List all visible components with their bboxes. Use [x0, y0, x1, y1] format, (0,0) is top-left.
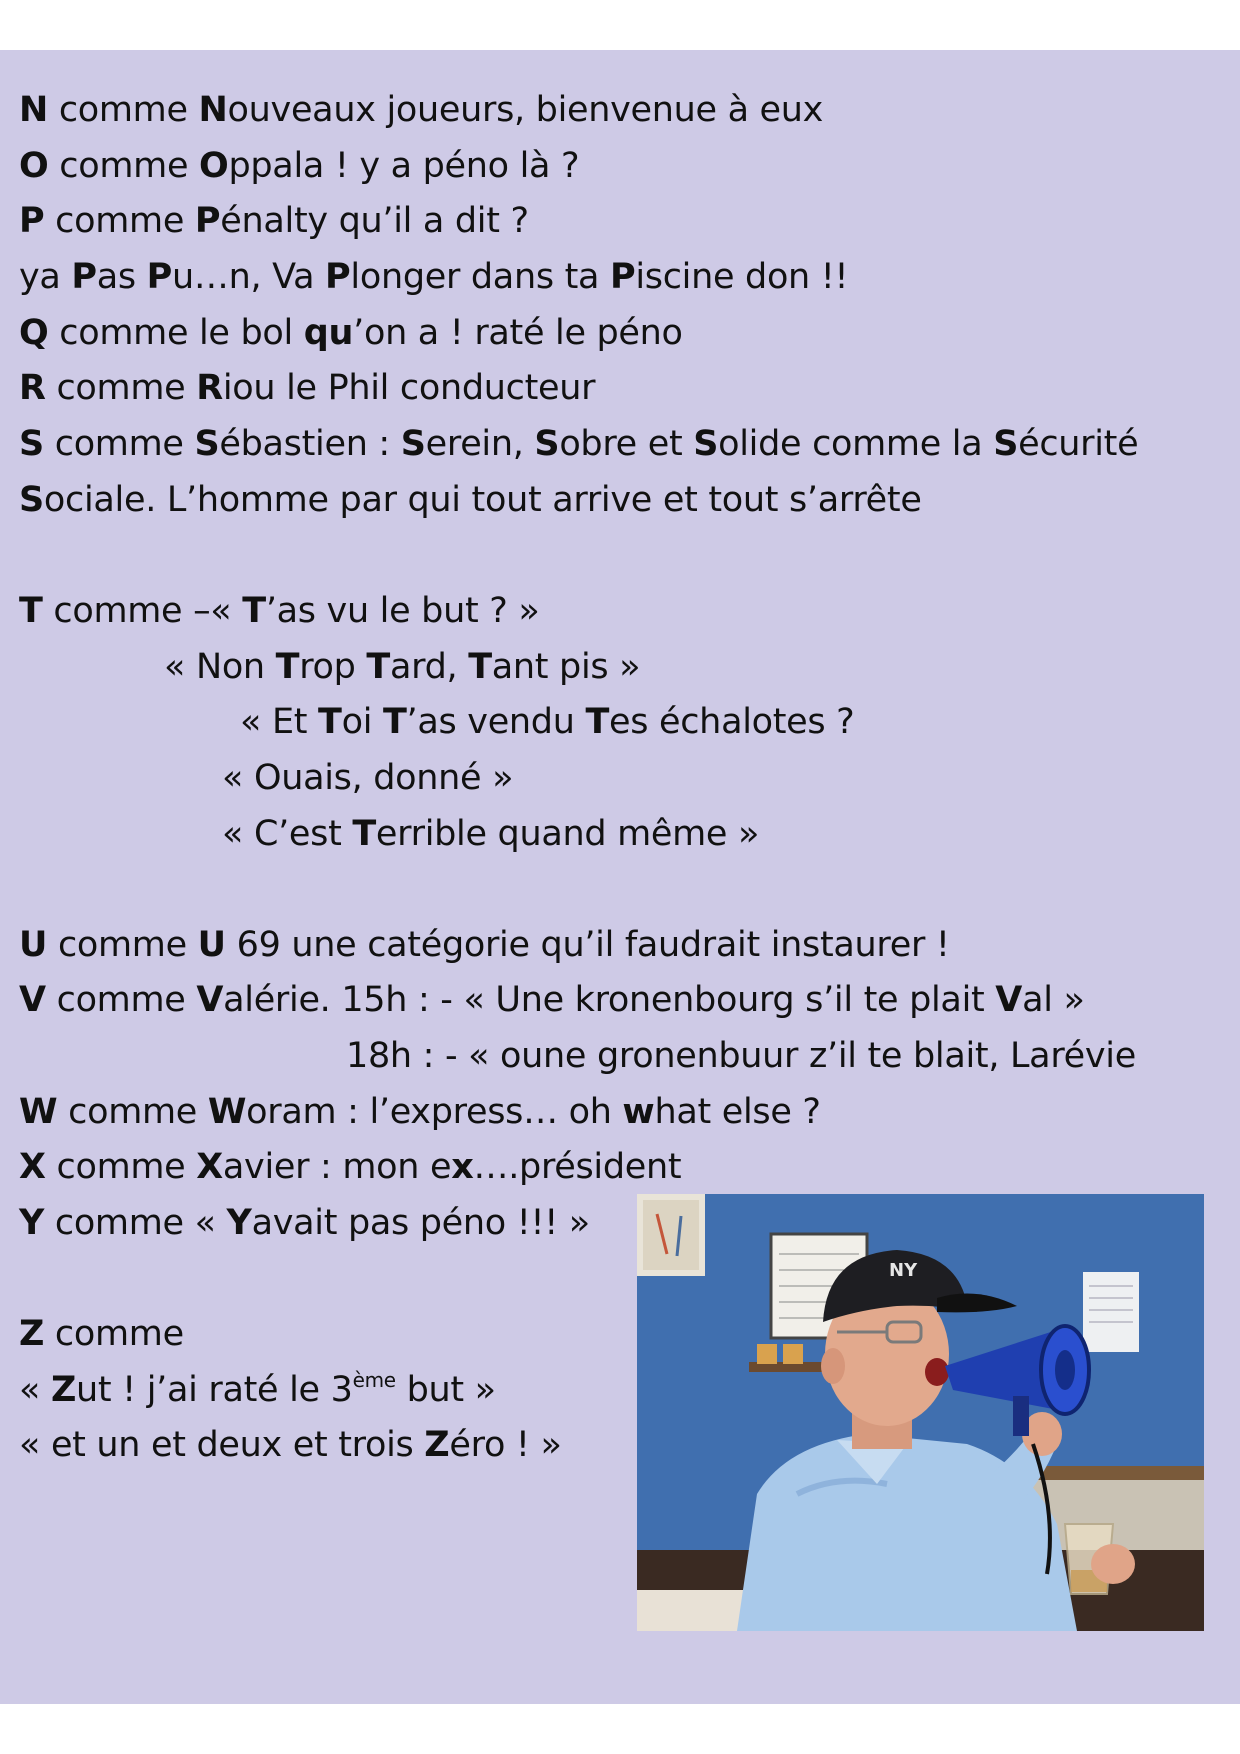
bold-initial: N [198, 90, 228, 130]
line-text: ’as vu le but ? » [265, 591, 540, 631]
alphabet-line-s-continued [19, 478, 922, 522]
superscript-text: ème [352, 1368, 396, 1392]
line-text: « [19, 1370, 51, 1410]
alphabet-line-z [19, 1312, 184, 1356]
bold-initial: P [146, 257, 173, 297]
bold-initial: S [19, 424, 44, 464]
line-text: rop [299, 647, 367, 687]
line-text: 18h : - « oune gronenbuur z’il te blait, Larévie [346, 1036, 1136, 1076]
bold-initial: P [325, 257, 351, 297]
line-text: « Non [164, 647, 276, 687]
bold-initial: Q [19, 313, 49, 353]
line-text: erein, [425, 424, 535, 464]
bold-initial: P [19, 201, 45, 241]
line-text: ouveaux joueurs, bienvenue à eux [227, 90, 824, 130]
line-text: es échalotes ? [609, 702, 855, 742]
line-text: u…n, Va [172, 257, 326, 297]
line-text: comme le bol [48, 313, 304, 353]
line-text: but » [395, 1370, 496, 1410]
alphabet-line-v [19, 978, 1085, 1022]
line-text: alérie. 15h : - « Une kronenbourg s’il te plait [223, 980, 996, 1020]
line-text: oram : l’express… oh [246, 1092, 623, 1132]
bold-initial: O [19, 146, 49, 186]
line-text: comme [44, 1314, 184, 1354]
alphabet-line-p-continued [19, 255, 848, 299]
bold-initial: X [196, 1147, 223, 1187]
bold-initial: P [194, 201, 221, 241]
bold-initial: T [242, 591, 266, 631]
line-text: comme [47, 925, 198, 965]
line-text: oi [341, 702, 383, 742]
line-text: iou le Phil conducteur [222, 368, 596, 408]
line-text: ociale. L’homme par qui tout arrive et tout s’arrête [43, 480, 922, 520]
line-text: comme [48, 146, 199, 186]
line-text: avier : mon e [222, 1147, 452, 1187]
alphabet-line-s [19, 422, 1138, 466]
bold-initial: T [19, 591, 43, 631]
dialogue-line-4 [222, 812, 759, 856]
bold-initial: S [693, 424, 719, 464]
dialogue-line-3 [222, 756, 513, 800]
line-text: « et un et deux et trois [19, 1425, 425, 1465]
line-text: comme [45, 368, 197, 408]
alphabet-line-w [19, 1090, 821, 1134]
bold-initial: Z [424, 1425, 450, 1465]
alphabet-line-n [19, 88, 823, 132]
line-text: olide comme la [718, 424, 994, 464]
bold-initial: Y [19, 1203, 45, 1243]
line-text: énalty qu’il a dit ? [220, 201, 529, 241]
bold-initial: V [196, 980, 224, 1020]
bold-initial: x [451, 1147, 474, 1187]
alphabet-line-r [19, 366, 595, 410]
bold-initial: T [318, 702, 342, 742]
line-text: 69 une catégorie qu’il faudrait instaurer ! [225, 925, 950, 965]
bold-initial: U [19, 925, 48, 965]
bold-initial: X [19, 1147, 46, 1187]
line-text: comme –« [42, 591, 243, 631]
bold-initial: S [993, 424, 1019, 464]
bold-initial: T [468, 647, 492, 687]
line-text: ….président [473, 1147, 682, 1187]
alphabet-line-o [19, 144, 579, 188]
line-text: obre et [559, 424, 694, 464]
line-text: comme [48, 90, 199, 130]
dialogue-line-2 [240, 700, 854, 744]
bold-initial: T [352, 814, 376, 854]
bold-initial: N [19, 90, 48, 130]
line-text: ut ! j’ai raté le 3 [76, 1370, 353, 1410]
line-text: ’as vendu [406, 702, 586, 742]
bold-initial: U [197, 925, 226, 965]
line-text: comme [43, 424, 195, 464]
alphabet-line-v-continued [346, 1034, 1136, 1078]
bold-initial: T [275, 647, 300, 687]
line-text: al » [1022, 980, 1085, 1020]
alphabet-line-u [19, 923, 950, 967]
bold-initial: W [19, 1092, 58, 1132]
bold-initial: P [610, 257, 636, 297]
line-text: « C’est [222, 814, 353, 854]
bold-initial: S [534, 424, 560, 464]
alphabet-line-t [19, 589, 539, 633]
bold-initial: V [995, 980, 1023, 1020]
line-text: éro ! » [449, 1425, 562, 1465]
bold-initial: T [585, 702, 610, 742]
dialogue-line-1 [164, 645, 640, 689]
alphabet-line-y [19, 1201, 590, 1245]
line-text: écurité [1018, 424, 1139, 464]
line-text: ya [19, 257, 72, 297]
alphabet-line-z-continued-2 [19, 1423, 562, 1467]
bold-initial: V [19, 980, 46, 1020]
bold-initial: T [366, 647, 390, 687]
bold-initial: w [622, 1092, 655, 1132]
bold-initial: S [194, 424, 220, 464]
bold-initial: O [199, 146, 229, 186]
line-text: as [96, 257, 147, 297]
alphabet-line-x [19, 1145, 681, 1189]
bold-initial: Y [226, 1203, 252, 1243]
bold-initial: R [196, 368, 223, 408]
alphabet-line-q [19, 311, 683, 355]
line-text: comme « [44, 1203, 227, 1243]
bold-initial: R [19, 368, 46, 408]
line-text: ébastien : [219, 424, 401, 464]
line-text: ard, [390, 647, 469, 687]
line-text: iscine don !! [635, 257, 849, 297]
bold-initial: T [382, 702, 407, 742]
line-text: longer dans ta [350, 257, 610, 297]
line-text: comme [45, 1147, 197, 1187]
bold-initial: Z [19, 1314, 45, 1354]
bold-initial: qu [303, 313, 354, 353]
bold-initial: P [71, 257, 97, 297]
line-text: hat else ? [654, 1092, 821, 1132]
bold-initial: S [19, 480, 44, 520]
line-text: ppala ! y a péno là ? [228, 146, 580, 186]
line-text: comme [57, 1092, 208, 1132]
alphabet-line-z-continued-1 [19, 1368, 496, 1412]
line-text: comme [44, 201, 195, 241]
line-text: comme [45, 980, 197, 1020]
bold-initial: Z [50, 1370, 77, 1410]
photo-man-with-megaphone [637, 1194, 1204, 1631]
cap-logo: NY [889, 1260, 918, 1281]
bold-initial: W [207, 1092, 247, 1132]
line-text: ant pis » [491, 647, 641, 687]
line-text: ’on a ! raté le péno [353, 313, 683, 353]
line-text: « Ouais, donné » [222, 758, 514, 798]
line-text: avait pas péno !!! » [251, 1203, 590, 1243]
alphabet-line-p [19, 199, 529, 243]
line-text: errible quand même » [375, 814, 760, 854]
line-text: « Et [240, 702, 319, 742]
bold-initial: S [400, 424, 426, 464]
